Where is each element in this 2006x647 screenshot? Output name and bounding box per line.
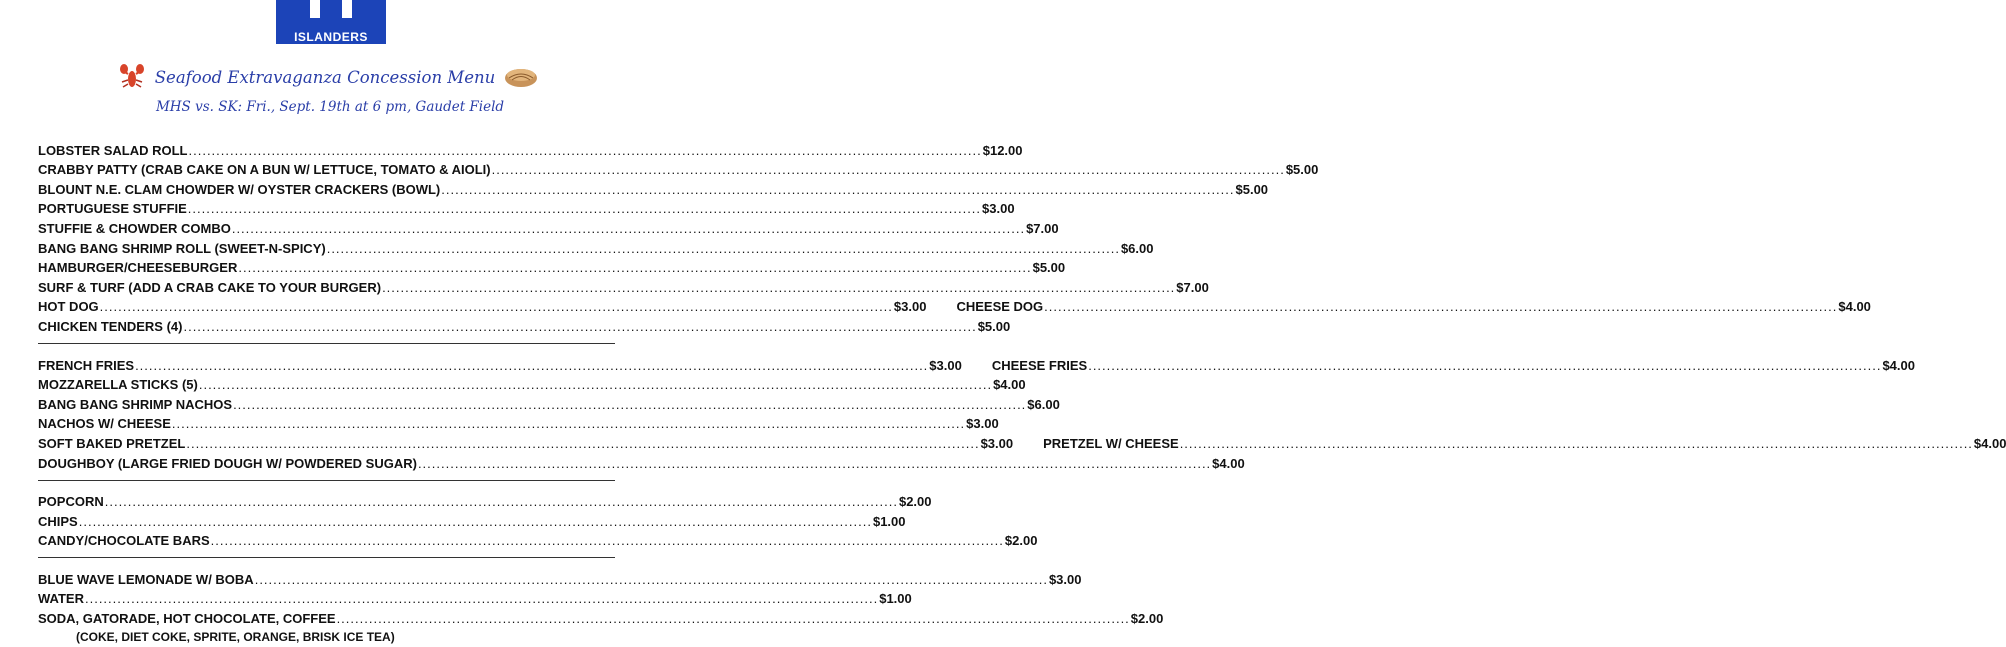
- item-price: $7.00: [1176, 279, 1209, 295]
- logo-text: ISLANDERS: [276, 30, 386, 44]
- item-price: $3.00: [966, 416, 999, 432]
- dot-leader: [85, 591, 878, 606]
- menu-item: [38, 256, 1066, 276]
- item-name: SOFT BAKED PRETZEL: [38, 435, 186, 451]
- item-name: STUFFIE & CHOWDER COMBO: [38, 220, 231, 236]
- section-divider: [38, 480, 615, 481]
- menu-item: [38, 314, 1011, 334]
- item-name: CANDY/CHOCOLATE BARS: [38, 533, 210, 549]
- item-price: $3.00: [982, 201, 1015, 217]
- item-name: CHICKEN TENDERS (4): [38, 318, 183, 334]
- menu-item: [38, 216, 1059, 236]
- item-price: $6.00: [1027, 396, 1060, 412]
- dot-leader: [189, 143, 982, 158]
- menu-item: [38, 587, 912, 607]
- item-price: $12.00: [982, 142, 1023, 158]
- dot-leader: [1180, 436, 1973, 451]
- item-name: LOBSTER SALAD ROLL: [38, 142, 188, 158]
- menu-item: [38, 275, 1209, 295]
- lobster-icon: [118, 62, 146, 90]
- islanders-logo: [276, 0, 386, 44]
- item-name: BLOUNT N.E. CLAM CHOWDER W/ OYSTER CRACKERS (BOWL): [38, 181, 441, 197]
- menu-item: [956, 299, 1870, 314]
- item-price: $4.00: [1838, 299, 1871, 315]
- item-price: $4.00: [1882, 357, 1915, 373]
- menu-item: [38, 490, 932, 510]
- menu-item: [38, 451, 1245, 471]
- menu-item: [38, 606, 1164, 627]
- menu-item: [38, 299, 956, 314]
- dot-leader: [183, 319, 976, 334]
- item-name: PORTUGUESE STUFFIE: [38, 201, 187, 217]
- dot-leader: [327, 241, 1120, 256]
- item-price: $6.00: [1120, 240, 1154, 256]
- dot-leader: [441, 182, 1234, 197]
- item-name: PRETZEL W/ CHEESE: [1043, 435, 1179, 451]
- menu-list: [38, 138, 2006, 627]
- menu-row-split: [38, 431, 2006, 451]
- dot-leader: [238, 260, 1031, 275]
- item-price: $4.00: [1973, 435, 2006, 451]
- item-price: $5.00: [977, 318, 1011, 334]
- clam-icon: [504, 66, 538, 88]
- item-price: $5.00: [1235, 181, 1269, 197]
- item-price: $5.00: [1285, 162, 1319, 178]
- item-price: $1.00: [872, 513, 906, 529]
- item-name: BLUE WAVE LEMONADE W/ BOBA: [38, 571, 254, 587]
- item-name: POPCORN: [38, 494, 104, 510]
- section-divider: [38, 343, 615, 344]
- menu-item: [38, 567, 1082, 587]
- item-price: $5.00: [1032, 260, 1066, 276]
- section-divider: [38, 557, 615, 558]
- item-name: CHEESE FRIES: [991, 357, 1088, 373]
- dot-leader: [105, 494, 898, 509]
- item-price: $7.00: [1026, 220, 1059, 236]
- item-price: $2.00: [898, 494, 932, 510]
- item-price: $2.00: [1004, 533, 1038, 549]
- dot-leader: [186, 436, 979, 451]
- item-name: SODA, GATORADE, HOT CHOCOLATE, COFFEE: [38, 611, 336, 627]
- menu-item: [38, 529, 1038, 549]
- menu-item: [38, 412, 999, 432]
- item-price: $2.00: [1130, 611, 1164, 627]
- item-price: $3.00: [893, 299, 927, 315]
- menu-item: [38, 392, 1060, 412]
- item-price: $1.00: [879, 591, 912, 607]
- item-price: $4.00: [993, 377, 1026, 393]
- item-name: NACHOS W/ CHEESE: [38, 416, 171, 432]
- menu-row-split: [38, 353, 1915, 373]
- item-name: MOZZARELLA STICKS (5): [38, 377, 198, 393]
- dot-leader: [135, 358, 928, 373]
- item-name: CRABBY PATTY (CRAB CAKE ON A BUN W/ LETTUCE, TOMATO & AIOLI): [38, 162, 491, 178]
- item-name: DOUGHBOY (LARGE FRIED DOUGH W/ POWDERED SUGAR): [38, 455, 417, 471]
- item-price: $3.00: [1048, 571, 1082, 587]
- menu-item: [1043, 436, 2006, 451]
- dot-leader: [232, 221, 1025, 236]
- menu-item: [38, 509, 906, 529]
- item-name: HOT DOG: [38, 299, 99, 315]
- item-name: CHEESE DOG: [956, 299, 1044, 315]
- dot-leader: [382, 280, 1175, 295]
- game-info: MHS vs. SK: Fri., Sept. 19th at 6 pm, Gaudet Field: [155, 99, 505, 115]
- item-price: $3.00: [980, 435, 1014, 451]
- item-name: FRENCH FRIES: [38, 357, 135, 373]
- dot-leader: [79, 514, 872, 529]
- logo-letter-m: [276, 0, 386, 30]
- item-name: HAMBURGER/CHEESEBURGER: [38, 260, 238, 276]
- menu-item: [38, 358, 992, 373]
- menu-title: Seafood Extravaganza Concession Menu: [154, 68, 496, 87]
- item-name: SURF & TURF (ADD A CRAB CAKE TO YOUR BURGER): [38, 279, 382, 295]
- dot-leader: [199, 377, 992, 392]
- dot-leader: [188, 201, 981, 216]
- dot-leader: [492, 162, 1285, 177]
- dot-leader: [211, 533, 1004, 548]
- item-name: BANG BANG SHRIMP NACHOS: [38, 396, 233, 412]
- menu-item: [992, 358, 1915, 373]
- dot-leader: [1088, 358, 1881, 373]
- menu-item: [38, 373, 1026, 393]
- dot-leader: [233, 397, 1026, 412]
- menu-item: [38, 436, 1043, 451]
- item-name: CHIPS: [38, 513, 78, 529]
- dot-leader: [337, 611, 1130, 626]
- dot-leader: [418, 456, 1211, 471]
- menu-item: [38, 197, 1015, 217]
- menu-heading: [118, 62, 538, 90]
- menu-item: [38, 236, 1154, 256]
- drink-options-note: (COKE, DIET COKE, SPRITE, ORANGE, BRISK ICE TEA): [76, 630, 395, 644]
- item-name: BANG BANG SHRIMP ROLL (SWEET-N-SPICY): [38, 240, 326, 256]
- dot-leader: [100, 299, 893, 314]
- menu-item: [38, 158, 1319, 178]
- item-price: $4.00: [1212, 455, 1245, 471]
- menu-item: [38, 138, 1023, 158]
- item-price: $3.00: [929, 357, 962, 373]
- dot-leader: [172, 416, 965, 431]
- menu-item: [38, 177, 1269, 197]
- item-name: WATER: [38, 591, 84, 607]
- dot-leader: [1044, 299, 1837, 314]
- menu-row-split: [38, 295, 1871, 315]
- dot-leader: [255, 572, 1048, 587]
